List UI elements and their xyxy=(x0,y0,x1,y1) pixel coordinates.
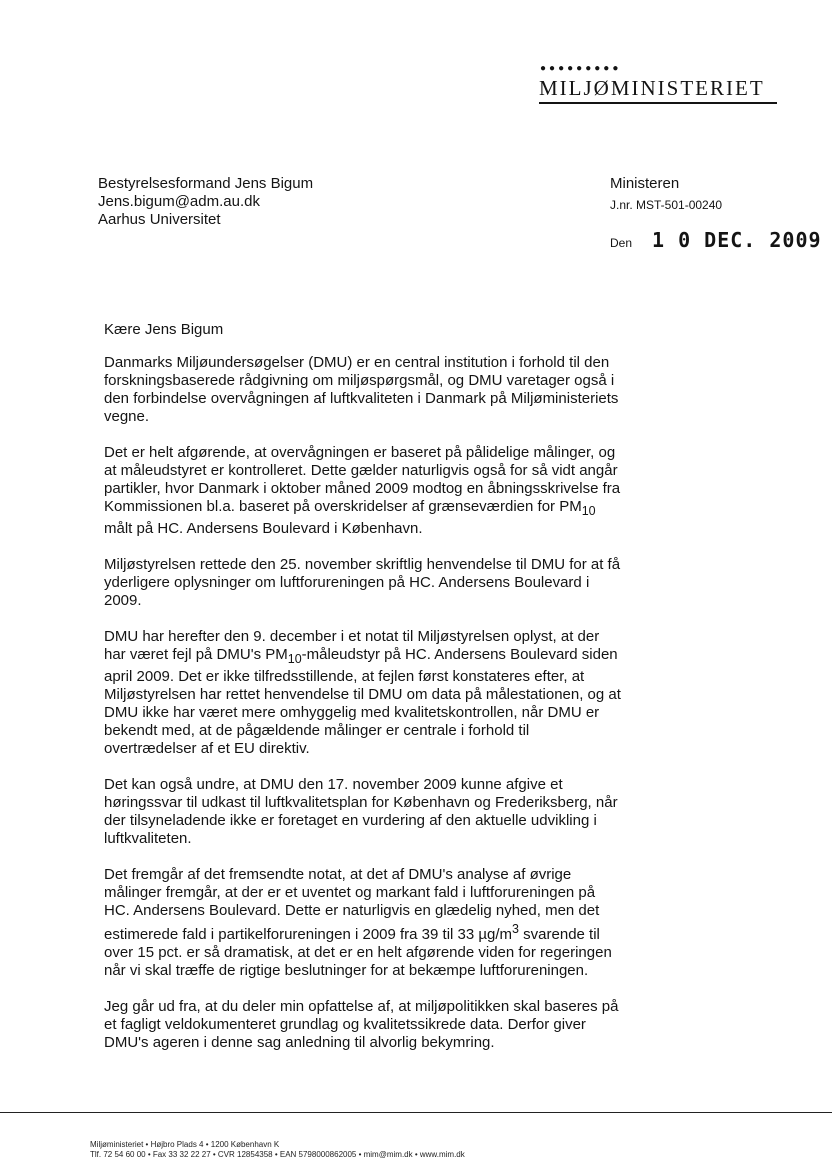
recipient-organization: Aarhus Universitet xyxy=(98,211,221,228)
cubic-superscript: 3 xyxy=(512,922,519,936)
paragraph-4 xyxy=(104,628,624,758)
paragraph-6 xyxy=(104,866,624,980)
sender-title: Ministeren xyxy=(610,175,680,192)
paragraph-7: Jeg går ud fra, at du deler min opfattelse af, at miljøpolitikken skal baseres på et fagligt veldokumenteret grundlag og kvalitetssikrede data. Derfor giver DMU's ageren i denne sag anledning til alvorlig bekymring. xyxy=(104,998,619,1051)
footer-address: Miljøministeriet • Højbro Plads 4 • 1200 København K xyxy=(90,1140,280,1149)
ministry-logo: MILJØMINISTERIET xyxy=(539,76,765,100)
logo-underline xyxy=(539,102,777,104)
paragraph-6-text: Det fremgår af det fremsendte notat, at det af DMU's analyse af øvrige målinger fremgår, at der er et uventet og markant fald i luftforureningen på HC. Andersens Boulevard. Dette er naturligvis en glædelig nyhed, men det estimerede fald i partikelforureningen i 2009 fra 39 til 33 µg/m xyxy=(104,866,600,943)
paragraph-2-text: Det er helt afgørende, at overvågningen er baseret på pålidelige målinger, og at måleudstyret er kontrolleret. Dette gælder naturligvis også for så vidt angår partikler, hvor Danmark i oktober måned 2009 modtog en åbningsskrivelse fra Kommissionen bl.a. baseret på overskridelser af grænseværdien for PM xyxy=(104,444,621,515)
footer xyxy=(90,1140,465,1160)
paragraph-4-text: DMU har herefter den 9. december i et notat til Miljøstyrelsen oplyst, at der har været fejl på DMU's PM xyxy=(104,628,600,663)
date-stamp: 1 0 DEC. 2009 xyxy=(652,228,822,252)
pm10-subscript: 10 xyxy=(287,652,302,666)
pm10-subscript: 10 xyxy=(581,504,596,518)
journal-number: J.nr. MST-501-00240 xyxy=(610,198,723,212)
footer-divider xyxy=(0,1112,832,1113)
letter-body xyxy=(104,354,624,1070)
recipient-name: Bestyrelsesformand Jens Bigum xyxy=(98,175,314,192)
paragraph-1: Danmarks Miljøundersøgelser (DMU) er en central institution i forhold til den forskningsbaserede rådgivning om miljøspørgsmål, og DMU varetager også i den forbindelse overvågningen af luftkvaliteten i Danmark på Miljøministeriets vegne. xyxy=(104,354,619,425)
paragraph-6-text-end: svarende til over 15 pct. er så dramatisk, at det er en helt afgørende viden for regeringen når vi skal træffe de rigtige beslutninger for at bekæmpe luftforureningen. xyxy=(104,926,612,979)
salutation: Kære Jens Bigum xyxy=(104,321,224,338)
date-label: Den xyxy=(610,236,633,250)
date-line xyxy=(610,228,822,252)
logo-dots: ●●●●●●●●● xyxy=(540,63,622,74)
footer-contact: Tlf. 72 54 60 00 • Fax 33 32 22 27 • CVR 12854358 • EAN 5798000862005 • mim@mim.dk • www.mim.dk xyxy=(90,1150,465,1159)
paragraph-2-text-end: målt på HC. Andersens Boulevard i København. xyxy=(104,520,423,537)
recipient-block xyxy=(98,175,313,229)
recipient-email: Jens.bigum@adm.au.dk xyxy=(98,193,260,210)
paragraph-2 xyxy=(104,444,624,538)
paragraph-4-text-end: -måleudstyr på HC. Andersens Boulevard siden april 2009. Det er ikke tilfredsstillende, at fejlen først konstateres efter, at Miljøstyrelsen har rettet henvendelse til DMU om data på målestationen, og at DMU ikke har været mere omhyggelig med kvalitetskontrollen, når DMU er bekendt med, at de pågældende målinger er centrale i forhold til overtrædelser af et EU direktiv. xyxy=(104,646,621,757)
paragraph-3: Miljøstyrelsen rettede den 25. november skriftlig henvendelse til DMU for at få yderligere oplysninger om luftforureningen på HC. Andersens Boulevard i 2009. xyxy=(104,556,621,609)
sender-block xyxy=(610,175,722,214)
paragraph-5: Det kan også undre, at DMU den 17. november 2009 kunne afgive et høringssvar til udkast til luftkvalitetsplan for København og Frederiksberg, når der tilsyneladende ikke er foretaget en vurdering af den aktuelle udvikling i luftkvaliteten. xyxy=(104,776,618,847)
